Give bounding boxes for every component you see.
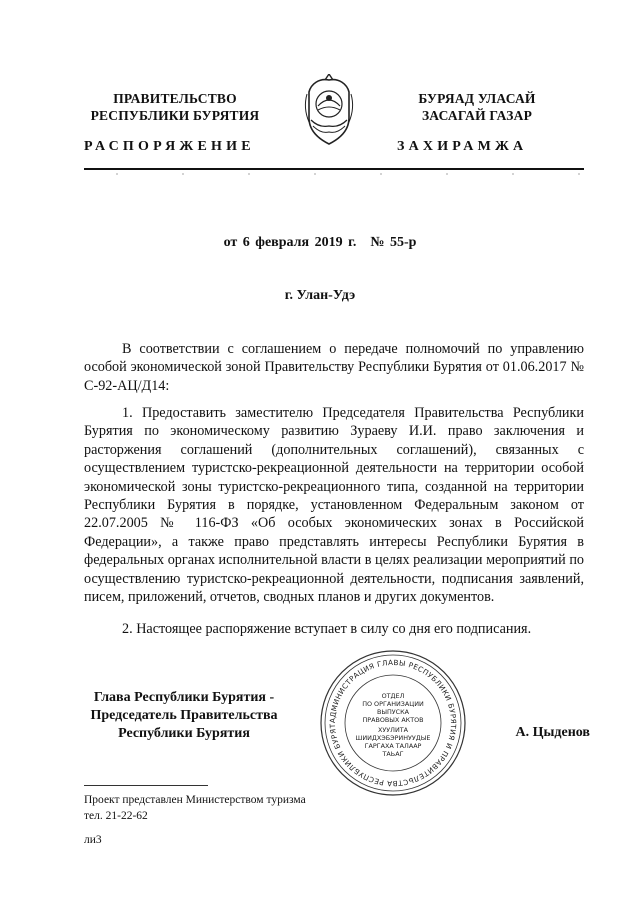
doc-type-ru: РАСПОРЯЖЕНИЕ [84, 139, 255, 154]
header-divider-dots [84, 171, 584, 177]
seal-line: ПО ОРГАНИЗАЦИИ [362, 700, 424, 708]
government-name-ru-line1: ПРАВИТЕЛЬСТВО [113, 91, 237, 106]
seal-line: ГАРГАХА ТАЛААР [364, 742, 422, 750]
seal-ring-text: АДМИНИСТРАЦИЯ ГЛАВЫ РЕСПУБЛИКИ БУРЯТИЯ И ПРАВИТЕЛЬСТВА РЕСПУБЛИКИ БУРЯТ [327, 657, 459, 789]
seal-line: ШИИДХЭБЭРИНУУДЫЕ [355, 734, 431, 742]
seal-line: ТАЬАГ [382, 750, 404, 758]
seal-line: ХУУЛИТА [377, 726, 409, 734]
header-divider [84, 168, 584, 170]
paragraph-item-2: 2. Настоящее распоряжение вступает в силу со дня его подписания. [122, 621, 532, 637]
government-name-ru-line2: РЕСПУБЛИКИ БУРЯТИЯ [90, 108, 260, 123]
footer-code: ли3 [84, 834, 102, 846]
document-number: № 55-р [370, 235, 417, 250]
date-line [0, 235, 640, 251]
document-date: от 6 февраля 2019 г. [223, 235, 357, 250]
paragraph-preamble: В соответствии с соглашением о передаче полномочий по управлению особой экономической зоной Правительству Республики Бурятия от 01.06.2017 № С-92-АЦ/Д14: [84, 341, 584, 394]
signatory-title-line1: Глава Республики Бурятия - [93, 690, 275, 705]
city: г. Улан-Удэ [284, 288, 356, 303]
doc-type-bua: ЗАХИРАМЖА [397, 139, 528, 154]
coat-of-arms-icon [299, 74, 359, 149]
signatory-name: А. Цыденов [515, 725, 590, 740]
footer-divider [84, 785, 208, 786]
government-name-bua [372, 90, 582, 124]
signatory-title-line3: Республики Бурятия [118, 726, 250, 741]
government-name-bua-line1: БУРЯАД УЛАСАЙ [418, 91, 536, 106]
seal-line: ПРАВОВЫХ АКТОВ [362, 716, 424, 724]
signatory-title [64, 689, 304, 743]
government-name-bua-line2: ЗАСАГАЙ ГАЗАР [421, 108, 533, 123]
government-name-ru [70, 90, 280, 124]
paragraph-item-1: 1. Предоставить заместителю Председателя Правительства Республики Бурятия по экономическому развитию Зураеву И.И. право заключения и расторжения соглашений (дополнительных соглашений), связанных с осуществлением туристско-рекреационной деятельности на территории особой экономической зоны туристско-рекреационного типа, созданной на территории Республики Бурятия в порядке, установленном Федеральным законом от 22.07.2005 № 116-ФЗ «Об особых экономических зонах в Российской Федерации», а также право представлять интересы Республики Бурятия в федеральных органах исполнительной власти в целях реализации мероприятий по осуществлению туристско-рекреационной деятельности, подписания заявлений, писем, приложений, отчетов, сводных планов и других документов. [84, 405, 584, 606]
seal-line: ОТДЕЛ [381, 692, 405, 700]
footer-phone: тел. 21-22-62 [84, 810, 148, 822]
official-seal [318, 648, 468, 798]
footer-submitted-by: Проект представлен Министерством туризма [84, 794, 306, 806]
seal-line: ВЫПУСКА [376, 708, 410, 716]
signatory-title-line2: Председатель Правительства [90, 708, 278, 723]
